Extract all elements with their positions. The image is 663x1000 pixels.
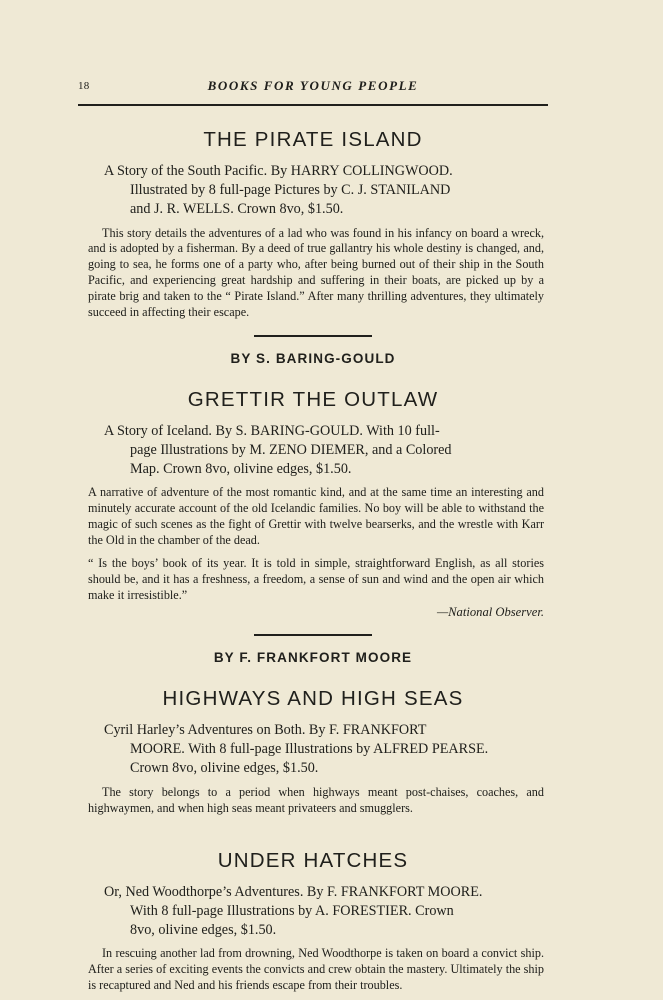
book-description-line-2: page Illustrations by M. ZENO DIEMER, and a Colored xyxy=(130,441,452,458)
book-description-line-1: A Story of Iceland. By S. BARING-GOULD. With 10 full- xyxy=(104,422,440,439)
book-description xyxy=(78,422,548,479)
book-entry-pirate-island xyxy=(78,128,548,321)
book-review-quote: “ Is the boys’ book of its year. It is told in simple, straightforward English, as all stories should be, and it has a freshness, a freedom, a sense of sun and wind and the open air which make it irresistible.” xyxy=(88,555,544,602)
book-description-line-2: Illustrated by 8 full-page Pictures by C. J. STANILAND xyxy=(130,181,451,198)
book-blurb: In rescuing another lad from drowning, Ned Woodthorpe is taken on board a convict ship. After a series of exciting events the convicts and crew obtain the mastery. Ultimately the ship is recaptured and Ned and his friends escape from their troubles. xyxy=(88,946,544,993)
book-description xyxy=(78,883,548,940)
page-content xyxy=(78,78,548,996)
book-description xyxy=(78,162,548,219)
book-description-line-3: Crown 8vo, olivine edges, $1.50. xyxy=(130,760,319,777)
book-entry-highways-and-high-seas xyxy=(78,650,548,816)
author-section-heading: BY S. BARING-GOULD xyxy=(230,350,396,366)
page-number: 18 xyxy=(78,80,90,92)
book-description-line-2: With 8 full-page Illustrations by A. FORESTIER. Crown xyxy=(130,902,454,919)
book-title: THE PIRATE ISLAND xyxy=(203,128,423,151)
book-description-line-3: Map. Crown 8vo, olivine edges, $1.50. xyxy=(130,460,352,477)
running-head-title: BOOKS FOR YOUNG PEOPLE xyxy=(207,78,419,93)
author-section-heading: BY F. FRANKFORT MOORE xyxy=(213,650,413,666)
book-blurb: The story belongs to a period when highways meant post-chaises, coaches, and highwaymen, and when high seas meant privateers and smugglers. xyxy=(88,785,544,815)
book-blurb: A narrative of adventure of the most romantic kind, and at the same time an interesting and minutely accurate account of the old Icelandic families. No boy will be able to withstand the magic of such scenes as the fight of Grettir with twelve bearserks, and the wrestle with Karr the Old in the chamber of the dead. xyxy=(88,485,544,547)
book-description xyxy=(78,721,548,778)
book-entry-under-hatches xyxy=(78,849,548,994)
spacer xyxy=(78,819,548,831)
section-divider-rule xyxy=(254,634,372,636)
book-title: HIGHWAYS AND HIGH SEAS xyxy=(162,687,464,711)
book-description-line-1: Or, Ned Woodthorpe’s Adventures. By F. FRANKFORT MOORE. xyxy=(104,883,483,900)
running-head xyxy=(78,78,548,98)
section-divider-rule xyxy=(254,335,372,337)
book-description-line-2: MOORE. With 8 full-page Illustrations by ALFRED PEARSE. xyxy=(130,741,489,758)
book-description-line-3: and J. R. WELLS. Crown 8vo, $1.50. xyxy=(130,200,344,217)
book-description-line-3: 8vo, olivine edges, $1.50. xyxy=(130,921,277,938)
book-title: GRETTIR THE OUTLAW xyxy=(187,387,439,411)
book-entry-grettir-the-outlaw xyxy=(78,351,548,621)
book-blurb: This story details the adventures of a lad who was found in his infancy on board a wreck, and is adopted by a fisherman. By a deed of true gallantry his whole destiny is changed, and, going to sea, he forms one of a party who, after being burned out of their ship in the South Pacific, and experiencing great hardship and suffering in their boats, are picked up by a pirate brig and taken to the “ Pirate Island.” After many thrilling adventures, they ultimately succeed in affecting their escape. xyxy=(88,225,544,319)
book-description-line-1: A Story of the South Pacific. By HARRY COLLINGWOOD. xyxy=(104,163,453,179)
review-attribution: —National Observer. xyxy=(436,605,544,620)
book-description-line-1: Cyril Harley’s Adventures on Both. By F. FRANKFORT xyxy=(104,722,427,739)
header-rule xyxy=(78,104,548,106)
book-title: UNDER HATCHES xyxy=(217,848,409,872)
